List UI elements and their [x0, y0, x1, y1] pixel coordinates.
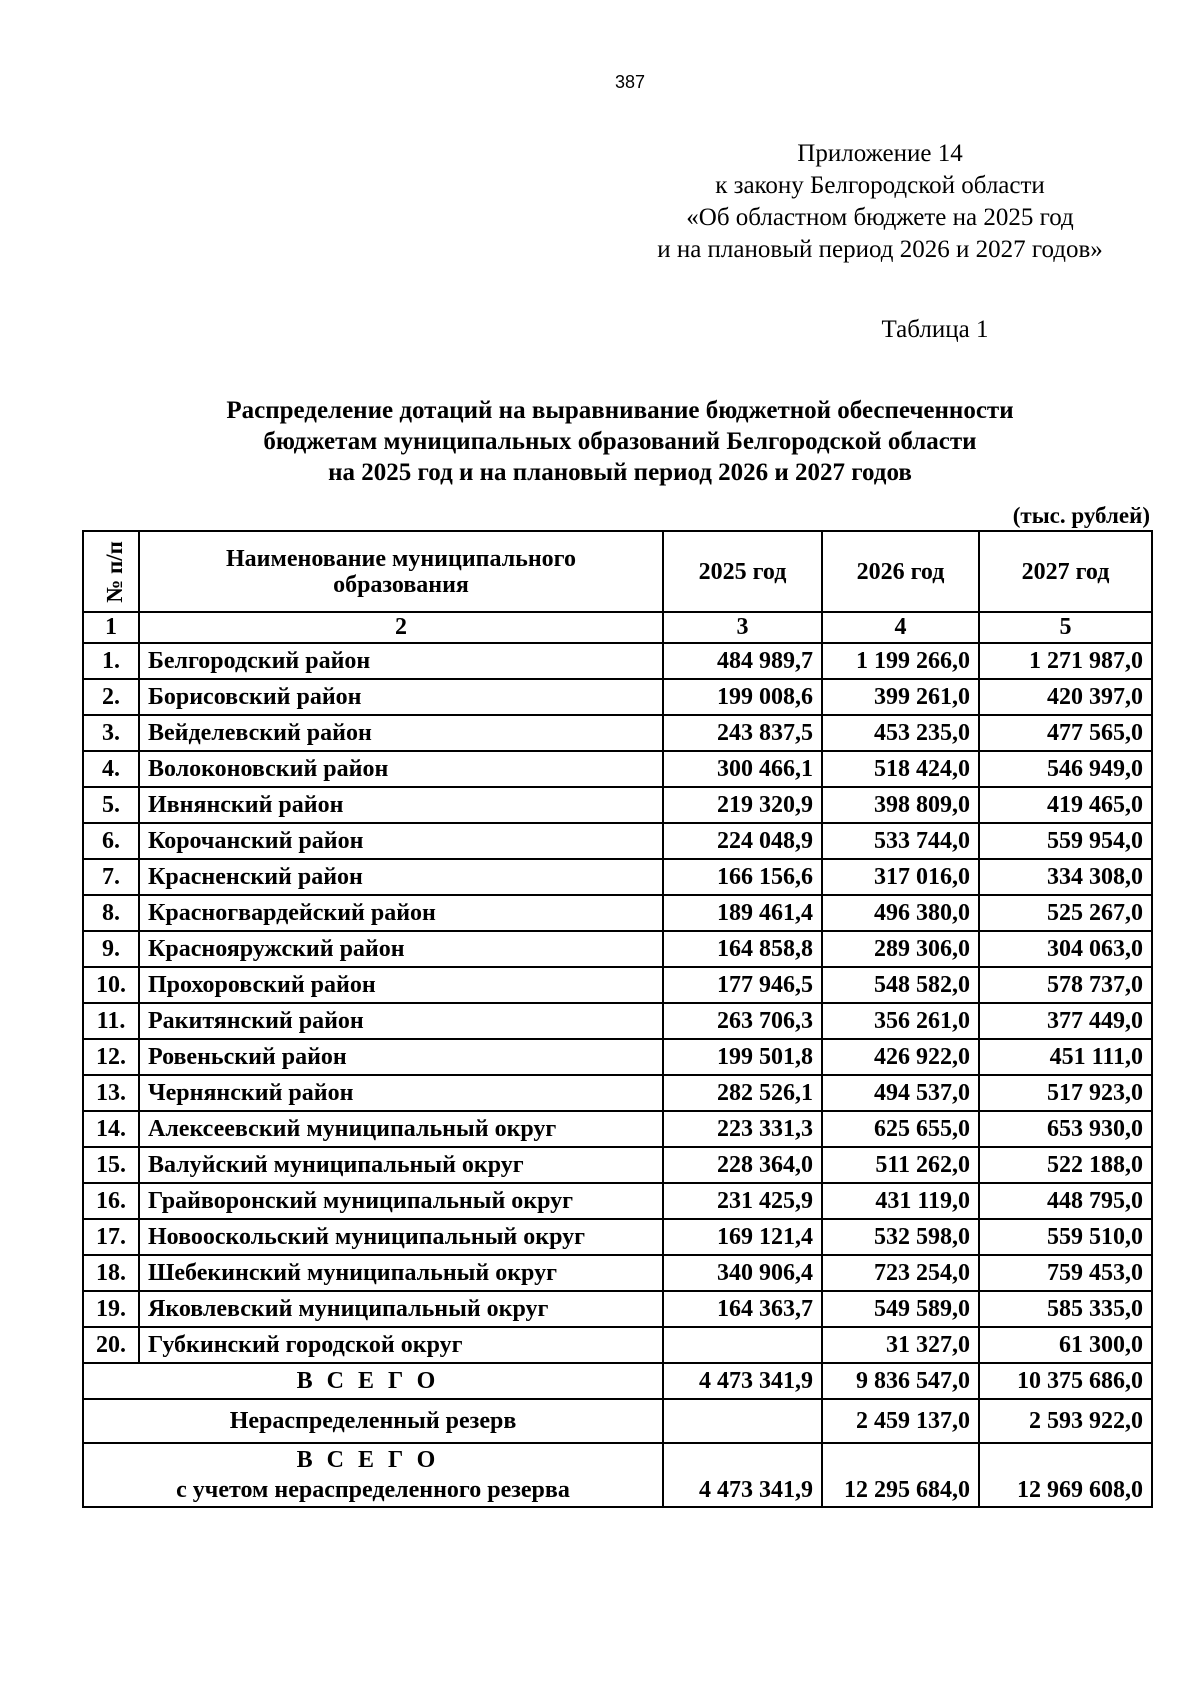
table-row	[83, 751, 1152, 787]
appendix-line: к закону Белгородской области	[715, 172, 1045, 199]
row-name: Алексеевский муниципальный округ	[139, 1111, 663, 1147]
row-name: Ивнянский район	[139, 787, 663, 823]
row-2026: 533 744,0	[822, 823, 979, 859]
row-2026: 426 922,0	[822, 1039, 979, 1075]
row-2025: 177 946,5	[663, 967, 822, 1003]
appendix-header	[600, 138, 1160, 266]
table-row	[83, 1147, 1152, 1183]
row-2025: 340 906,4	[663, 1255, 822, 1291]
grand-total-label	[83, 1443, 663, 1507]
row-name: Вейделевский район	[139, 715, 663, 751]
grand-total-subtitle: с учетом нераспределенного резерва	[176, 1477, 570, 1503]
row-number: 7.	[83, 859, 139, 895]
row-number: 13.	[83, 1075, 139, 1111]
table-row	[83, 1219, 1152, 1255]
row-2025: 219 320,9	[663, 787, 822, 823]
row-2027: 304 063,0	[979, 931, 1152, 967]
row-2025: 169 121,4	[663, 1219, 822, 1255]
row-2027: 759 453,0	[979, 1255, 1152, 1291]
table-row	[83, 895, 1152, 931]
appendix-line: и на плановый период 2026 и 2027 годов»	[657, 236, 1103, 263]
row-2027: 585 335,0	[979, 1291, 1152, 1327]
row-number: 11.	[83, 1003, 139, 1039]
row-2027: 420 397,0	[979, 679, 1152, 715]
row-2025: 263 706,3	[663, 1003, 822, 1039]
page-number: 387	[614, 72, 646, 92]
row-number: 2.	[83, 679, 139, 715]
row-2026: 431 119,0	[822, 1183, 979, 1219]
row-2026: 1 199 266,0	[822, 643, 979, 679]
header-2027: 2027 год	[979, 531, 1152, 612]
row-name: Красногвардейский район	[139, 895, 663, 931]
row-number: 15.	[83, 1147, 139, 1183]
column-index: 1	[83, 612, 139, 643]
row-2027: 578 737,0	[979, 967, 1152, 1003]
row-2025: 300 466,1	[663, 751, 822, 787]
table-row	[83, 1111, 1152, 1147]
table-row	[83, 1039, 1152, 1075]
row-name: Новооскольский муниципальный округ	[139, 1219, 663, 1255]
grand-total-row	[83, 1443, 1152, 1507]
table-row	[83, 715, 1152, 751]
row-2025: 282 526,1	[663, 1075, 822, 1111]
row-2027: 559 510,0	[979, 1219, 1152, 1255]
row-2027: 419 465,0	[979, 787, 1152, 823]
grand-total-2026: 12 295 684,0	[822, 1443, 979, 1507]
title-line: бюджетам муниципальных образований Белгородской области	[263, 428, 977, 455]
row-2026: 31 327,0	[822, 1327, 979, 1363]
reserve-row	[83, 1399, 1152, 1443]
row-2025: 243 837,5	[663, 715, 822, 751]
row-2025: 199 501,8	[663, 1039, 822, 1075]
row-2027: 522 188,0	[979, 1147, 1152, 1183]
grand-total-title: ВСЕГО	[296, 1447, 450, 1473]
row-2025: 484 989,7	[663, 643, 822, 679]
row-2026: 317 016,0	[822, 859, 979, 895]
row-2025: 166 156,6	[663, 859, 822, 895]
row-2027: 653 930,0	[979, 1111, 1152, 1147]
row-2026: 453 235,0	[822, 715, 979, 751]
grand-total-2027: 12 969 608,0	[979, 1443, 1152, 1507]
row-2025: 199 008,6	[663, 679, 822, 715]
row-2026: 398 809,0	[822, 787, 979, 823]
row-name: Краснояружский район	[139, 931, 663, 967]
row-name: Волоконовский район	[139, 751, 663, 787]
row-2027: 451 111,0	[979, 1039, 1152, 1075]
row-2027: 448 795,0	[979, 1183, 1152, 1219]
header-number: № п/п	[83, 531, 139, 612]
table-row	[83, 643, 1152, 679]
row-2027: 477 565,0	[979, 715, 1152, 751]
row-number: 16.	[83, 1183, 139, 1219]
row-2026: 549 589,0	[822, 1291, 979, 1327]
row-name: Ровеньский район	[139, 1039, 663, 1075]
table-row	[83, 787, 1152, 823]
column-index: 2	[139, 612, 663, 643]
row-2025: 231 425,9	[663, 1183, 822, 1219]
row-2025: 164 858,8	[663, 931, 822, 967]
column-index: 5	[979, 612, 1152, 643]
row-number: 19.	[83, 1291, 139, 1327]
row-name: Валуйский муниципальный округ	[139, 1147, 663, 1183]
total-label: ВСЕГО	[83, 1363, 663, 1399]
table-row	[83, 1327, 1152, 1363]
distribution-table	[82, 530, 1153, 1508]
total-row	[83, 1363, 1152, 1399]
table-row	[83, 679, 1152, 715]
title-line: на 2025 год и на плановый период 2026 и 2027 годов	[328, 459, 912, 486]
row-2027: 377 449,0	[979, 1003, 1152, 1039]
table-row	[83, 823, 1152, 859]
table-row	[83, 1183, 1152, 1219]
row-number: 1.	[83, 643, 139, 679]
row-name: Губкинский городской округ	[139, 1327, 663, 1363]
grand-total-2025: 4 473 341,9	[663, 1443, 822, 1507]
row-number: 12.	[83, 1039, 139, 1075]
reserve-label: Нераспределенный резерв	[83, 1399, 663, 1443]
row-2025	[663, 1327, 822, 1363]
header-2025: 2025 год	[663, 531, 822, 612]
row-number: 4.	[83, 751, 139, 787]
row-2025: 164 363,7	[663, 1291, 822, 1327]
row-2025: 224 048,9	[663, 823, 822, 859]
row-number: 17.	[83, 1219, 139, 1255]
row-2026: 289 306,0	[822, 931, 979, 967]
row-2026: 723 254,0	[822, 1255, 979, 1291]
row-number: 6.	[83, 823, 139, 859]
row-2027: 334 308,0	[979, 859, 1152, 895]
row-2025: 228 364,0	[663, 1147, 822, 1183]
row-2026: 399 261,0	[822, 679, 979, 715]
title-line: Распределение дотаций на выравнивание бюджетной обеспеченности	[226, 397, 1014, 424]
row-2026: 511 262,0	[822, 1147, 979, 1183]
appendix-line: Приложение 14	[797, 140, 963, 167]
units-label: (тыс. рублей)	[1012, 503, 1150, 528]
total-2025: 4 473 341,9	[663, 1363, 822, 1399]
column-index: 3	[663, 612, 822, 643]
row-name: Корочанский район	[139, 823, 663, 859]
table-row	[83, 1255, 1152, 1291]
row-2027: 559 954,0	[979, 823, 1152, 859]
header-name: Наименование муниципального образования	[139, 531, 663, 612]
row-number: 5.	[83, 787, 139, 823]
row-2026: 625 655,0	[822, 1111, 979, 1147]
row-name: Грайворонский муниципальный округ	[139, 1183, 663, 1219]
header-2026: 2026 год	[822, 531, 979, 612]
row-2026: 494 537,0	[822, 1075, 979, 1111]
row-2027: 517 923,0	[979, 1075, 1152, 1111]
column-index: 4	[822, 612, 979, 643]
row-name: Прохоровский район	[139, 967, 663, 1003]
column-index-row	[83, 612, 1152, 643]
row-name: Ракитянский район	[139, 1003, 663, 1039]
row-number: 3.	[83, 715, 139, 751]
table-row	[83, 1075, 1152, 1111]
document-title	[90, 395, 1150, 488]
row-2026: 548 582,0	[822, 967, 979, 1003]
reserve-2025	[663, 1399, 822, 1443]
table-row	[83, 1291, 1152, 1327]
row-number: 20.	[83, 1327, 139, 1363]
row-number: 9.	[83, 931, 139, 967]
row-2026: 496 380,0	[822, 895, 979, 931]
row-2026: 356 261,0	[822, 1003, 979, 1039]
appendix-line: «Об областном бюджете на 2025 год	[686, 204, 1074, 231]
reserve-2027: 2 593 922,0	[979, 1399, 1152, 1443]
row-2027: 525 267,0	[979, 895, 1152, 931]
table-label: Таблица 1	[881, 316, 989, 343]
table-row	[83, 859, 1152, 895]
row-2027: 61 300,0	[979, 1327, 1152, 1363]
row-name: Шебекинский муниципальный округ	[139, 1255, 663, 1291]
row-2025: 189 461,4	[663, 895, 822, 931]
row-2026: 532 598,0	[822, 1219, 979, 1255]
table-row	[83, 1003, 1152, 1039]
total-2027: 10 375 686,0	[979, 1363, 1152, 1399]
row-name: Белгородский район	[139, 643, 663, 679]
row-2026: 518 424,0	[822, 751, 979, 787]
row-number: 10.	[83, 967, 139, 1003]
row-number: 8.	[83, 895, 139, 931]
header-row	[83, 531, 1152, 612]
row-name: Яковлевский муниципальный округ	[139, 1291, 663, 1327]
table-row	[83, 931, 1152, 967]
row-2027: 1 271 987,0	[979, 643, 1152, 679]
reserve-2026: 2 459 137,0	[822, 1399, 979, 1443]
total-2026: 9 836 547,0	[822, 1363, 979, 1399]
row-number: 18.	[83, 1255, 139, 1291]
row-2025: 223 331,3	[663, 1111, 822, 1147]
row-name: Чернянский район	[139, 1075, 663, 1111]
table-row	[83, 967, 1152, 1003]
row-name: Красненский район	[139, 859, 663, 895]
row-2027: 546 949,0	[979, 751, 1152, 787]
row-number: 14.	[83, 1111, 139, 1147]
row-name: Борисовский район	[139, 679, 663, 715]
